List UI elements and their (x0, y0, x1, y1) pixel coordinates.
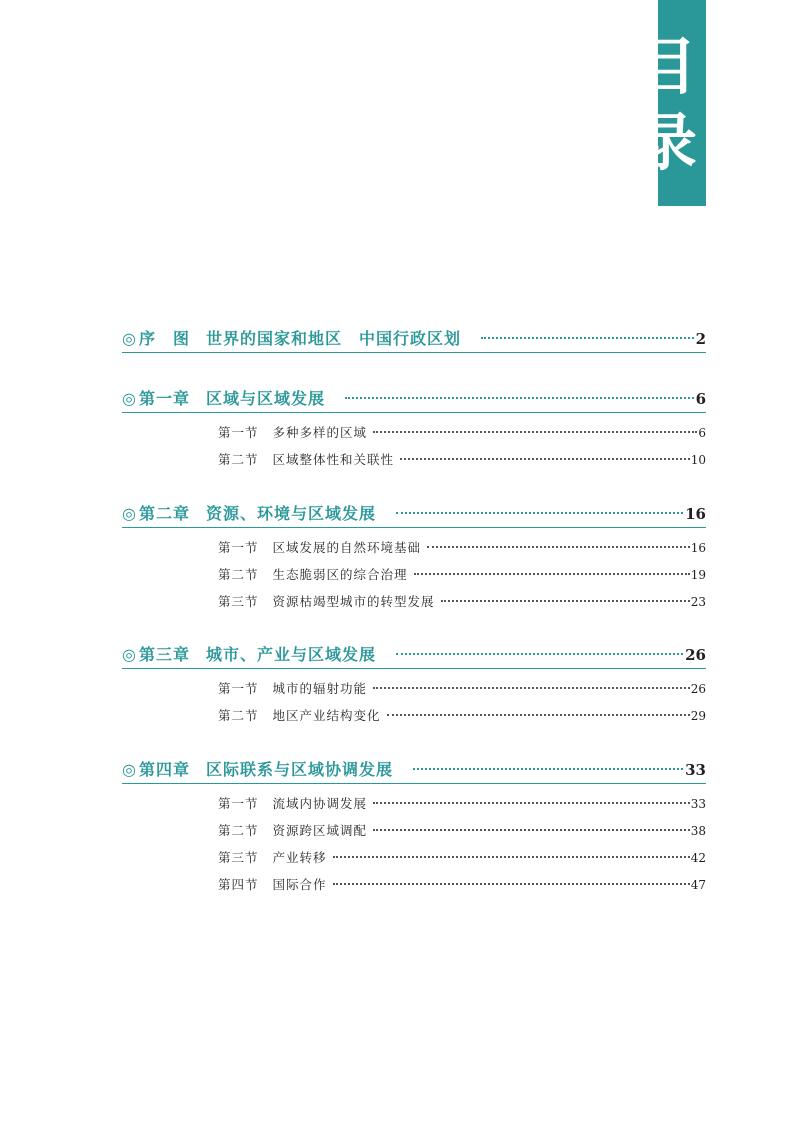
dot-leader (387, 714, 690, 716)
section-title: 城市的辐射功能 (272, 681, 368, 696)
dot-leader (427, 546, 690, 548)
section-title: 国际合作 (272, 877, 327, 892)
page-number: 26 (685, 646, 706, 664)
page-number: 26 (690, 682, 706, 696)
toc-section-4-2[interactable] (218, 822, 706, 840)
toc-section-2-1[interactable] (218, 539, 706, 557)
dot-leader (400, 458, 690, 460)
toc-section-2-3[interactable] (218, 593, 706, 611)
section-label: 第二节 (218, 452, 259, 467)
section-title: 流域内协调发展 (272, 796, 368, 811)
page-number: 33 (690, 797, 706, 811)
circle-mark-icon: ◎ (122, 760, 136, 779)
toc-section-1-2[interactable] (218, 451, 706, 469)
section-title: 资源枯竭型城市的转型发展 (272, 594, 435, 609)
chapter-title: 资源、环境与区域发展 (205, 504, 376, 523)
dot-leader (333, 883, 690, 885)
section-label: 第二节 (218, 823, 259, 838)
dot-leader (441, 600, 690, 602)
section-title: 产业转移 (272, 850, 327, 865)
page-number: 16 (685, 505, 706, 523)
chapter-title: 城市、产业与区域发展 (205, 645, 376, 664)
dot-leader (481, 337, 694, 339)
dot-leader (396, 653, 683, 655)
page-number: 29 (690, 709, 706, 723)
section-title: 区域发展的自然环境基础 (272, 540, 422, 555)
toc-chapter-3[interactable] (122, 644, 706, 669)
section-title: 资源跨区域调配 (272, 823, 368, 838)
section-label: 第一节 (218, 796, 259, 811)
toc-chapter-1[interactable] (122, 388, 706, 413)
page-number: 6 (698, 426, 706, 440)
section-title: 区域整体性和关联性 (272, 452, 395, 467)
page-number: 33 (685, 761, 706, 779)
page-number: 38 (690, 824, 706, 838)
dot-leader (413, 768, 683, 770)
toc-section-3-2[interactable] (218, 707, 706, 725)
dot-leader (373, 802, 690, 804)
page-number: 42 (690, 851, 706, 865)
page-title-char-2: 录 (634, 106, 697, 179)
section-label: 第二节 (218, 567, 259, 582)
dot-leader (414, 573, 690, 575)
section-label: 第一节 (218, 425, 259, 440)
toc-chapter-2[interactable] (122, 503, 706, 528)
page-number: 6 (695, 390, 706, 408)
section-label: 第四节 (218, 877, 259, 892)
page-title-char-1: 目 (634, 30, 697, 103)
dot-leader (333, 856, 690, 858)
section-label: 第三节 (218, 850, 259, 865)
page-number: 47 (690, 878, 706, 892)
dot-leader (345, 397, 694, 399)
section-label: 第三节 (218, 594, 259, 609)
section-title: 多种多样的区域 (272, 425, 368, 440)
page-number: 16 (690, 541, 706, 555)
toc-section-2-2[interactable] (218, 566, 706, 584)
section-title: 生态脆弱区的综合治理 (272, 567, 408, 582)
circle-mark-icon: ◎ (122, 389, 136, 408)
page-number: 23 (690, 595, 706, 609)
dot-leader (373, 829, 690, 831)
toc-section-3-1[interactable] (218, 680, 706, 698)
page-number: 2 (695, 330, 706, 348)
chapter-label: 第一章 (138, 389, 190, 408)
page-number: 10 (690, 453, 706, 467)
chapter-label: 第二章 (138, 504, 190, 523)
chapter-label: 第三章 (138, 645, 190, 664)
circle-mark-icon: ◎ (122, 329, 136, 348)
toc-chapter-4[interactable] (122, 759, 706, 784)
section-label: 第一节 (218, 540, 259, 555)
chapter-title: 区域与区域发展 (205, 389, 325, 408)
chapter-label: 第四章 (138, 760, 190, 779)
dot-leader (396, 512, 683, 514)
toc-chapter-prologue[interactable] (122, 328, 706, 353)
circle-mark-icon: ◎ (122, 645, 136, 664)
toc-section-4-1[interactable] (218, 795, 706, 813)
chapter-title: 区际联系与区域协调发展 (205, 760, 393, 779)
chapter-title: 世界的国家和地区 中国行政区划 (205, 329, 461, 348)
dot-leader (373, 687, 690, 689)
section-label: 第二节 (218, 708, 259, 723)
toc-section-4-3[interactable] (218, 849, 706, 867)
dot-leader (373, 431, 697, 433)
toc-section-1-1[interactable] (218, 424, 706, 442)
circle-mark-icon: ◎ (122, 504, 136, 523)
page-number: 19 (690, 568, 706, 582)
section-title: 地区产业结构变化 (272, 708, 381, 723)
section-label: 第一节 (218, 681, 259, 696)
toc-section-4-4[interactable] (218, 876, 706, 894)
chapter-label: 序 图 (138, 329, 190, 348)
